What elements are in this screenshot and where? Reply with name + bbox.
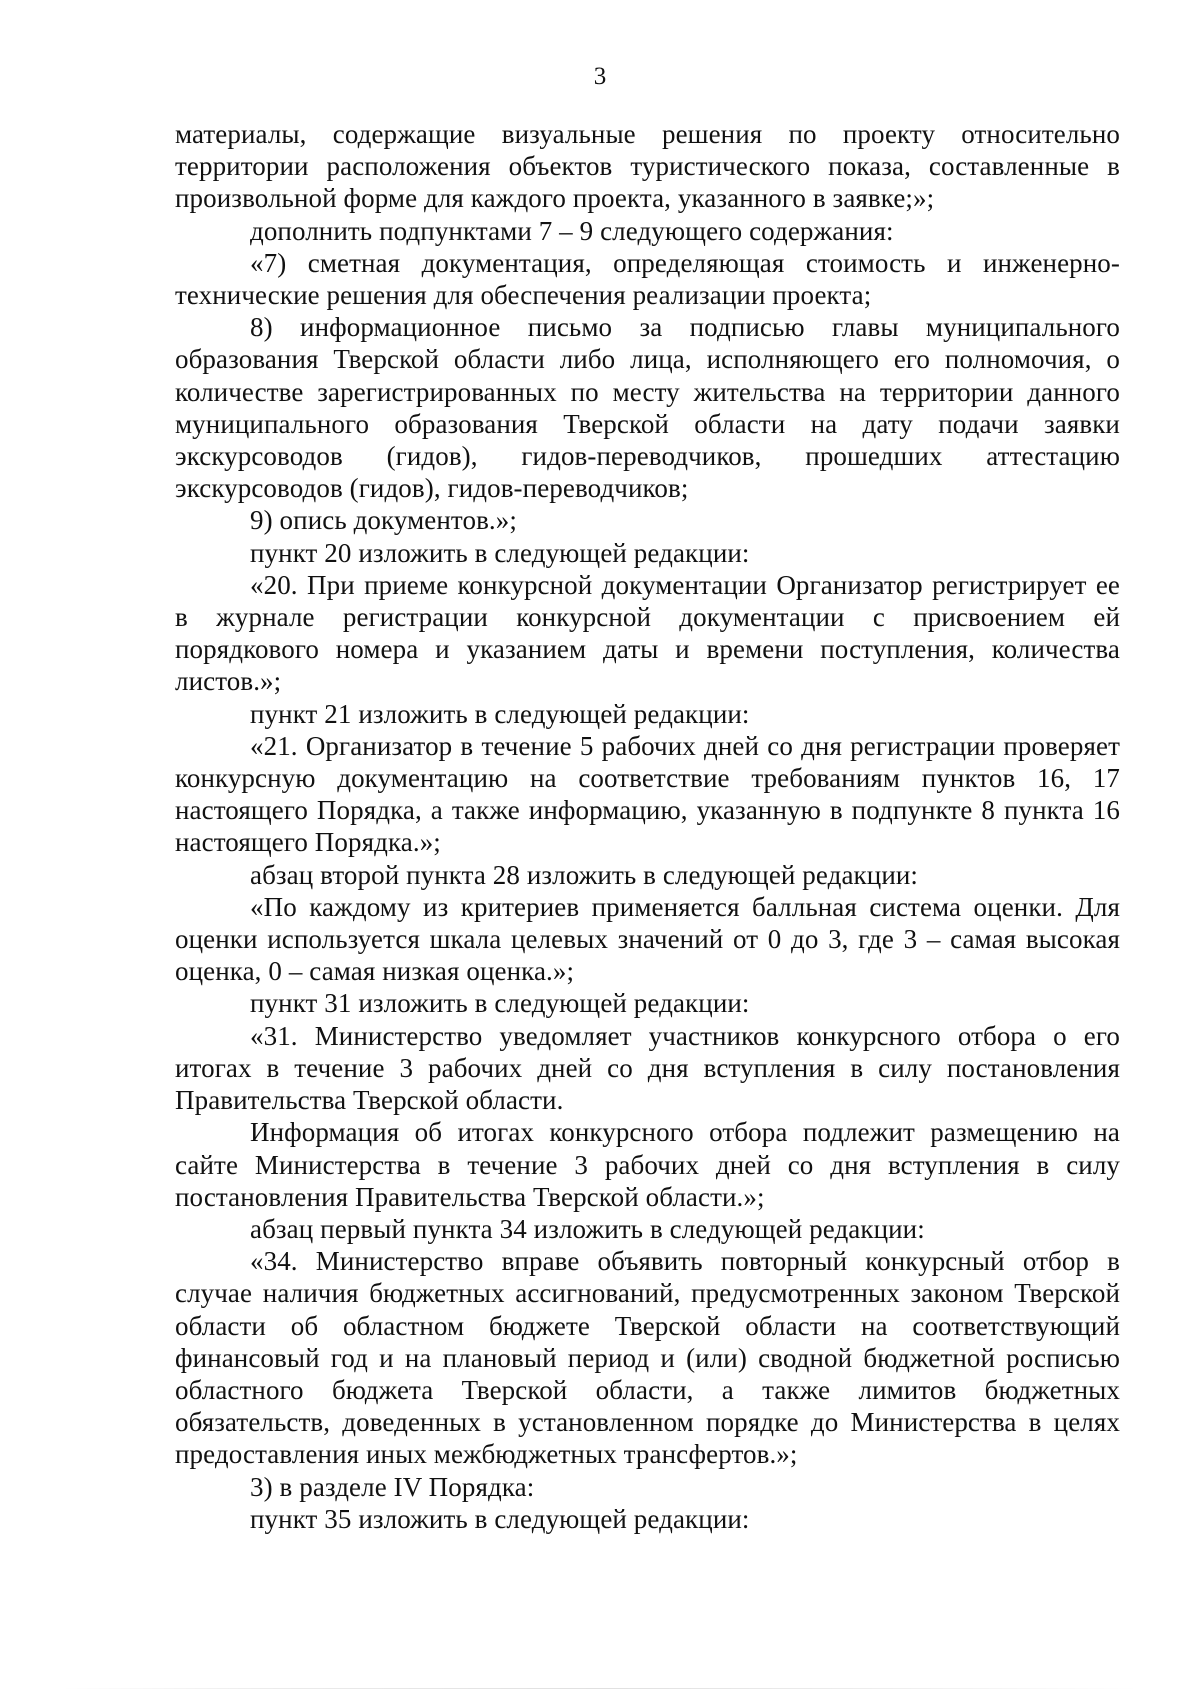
paragraph-15: абзац первый пункта 34 изложить в следующей редакции: — [250, 1213, 925, 1244]
paragraph-10: абзац второй пункта 28 изложить в следующей редакции: — [250, 859, 919, 890]
paragraph-1: материалы, содержащие визуальные решения по проекту относительно территории расположения объектов туристического показа, составленные в произвольной форме для каждого проекта, указанного в заявке;»; — [175, 119, 1120, 214]
paragraph-16: «34. Министерство вправе объявить повторный конкурсный отбор в случае наличия бюджетных ассигнований, предусмотренных законом Тверской области об областном бюджете Тверской области на соответствующий финансовый год и на плановый период и (или) сводной бюджетной росписью областного бюджета Тверской области, а также лимитов бюджетных обязательств, доведенных в установленном порядке до Министерства в целях предоставления иных межбюджетных трансфертов.»; — [175, 1246, 1120, 1470]
scan-edge-line — [60, 1688, 1140, 1689]
page-number: 3 — [593, 63, 607, 90]
paragraph-7: «20. При приеме конкурсной документации Организатор регистрирует ее в журнале регистрации конкурсной документации с присвоением ей порядкового номера и указанием даты и времени поступления, количества листов.»; — [175, 569, 1120, 697]
document-body — [175, 118, 1120, 1535]
paragraph-12: пункт 31 изложить в следующей редакции: — [250, 988, 750, 1019]
paragraph-3: «7) сметная документация, определяющая стоимость и инженерно-технические решения для обеспечения реализации проекта; — [175, 247, 1120, 311]
paragraph-9: «21. Организатор в течение 5 рабочих дней со дня регистрации проверяет конкурсную документацию на соответствие требованиям пунктов 16, 17 настоящего Порядка, а также информацию, указанную в подпункте 8 пункта 16 настоящего Порядка.»; — [175, 730, 1120, 858]
paragraph-14: Информация об итогах конкурсного отбора подлежит размещению на сайте Министерства в течение 3 рабочих дней со дня вступления в силу постановления Правительства Тверской области.»; — [175, 1117, 1120, 1212]
paragraph-8: пункт 21 изложить в следующей редакции: — [250, 698, 750, 729]
paragraph-11: «По каждому из критериев применяется балльная система оценки. Для оценки используется шкала целевых значений от 0 до 3, где 3 – самая высокая оценка, 0 – самая низкая оценка.»; — [175, 891, 1120, 987]
paragraph-2: дополнить подпунктами 7 – 9 следующего содержания: — [250, 215, 894, 246]
paragraph-6: пункт 20 изложить в следующей редакции: — [250, 537, 750, 568]
paragraph-13: «31. Министерство уведомляет участников конкурсного отбора о его итогах в течение 3 рабочих дней со дня вступления в силу постановления Правительства Тверской области. — [175, 1020, 1120, 1116]
paragraph-4: 8) информационное письмо за подписью главы муниципального образования Тверской области либо лица, исполняющего его полномочия, о количестве зарегистрированных по месту жительства на территории данного муниципального образования Тверской области на дату подачи заявки экскурсоводов (гидов), гидов-переводчиков, прошедших аттестацию экскурсоводов (гидов), гидов-переводчиков; — [175, 312, 1120, 504]
paragraph-5: 9) опись документов.»; — [250, 505, 517, 536]
paragraph-18: пункт 35 изложить в следующей редакции: — [250, 1503, 750, 1534]
paragraph-17: 3) в разделе IV Порядка: — [250, 1471, 535, 1502]
